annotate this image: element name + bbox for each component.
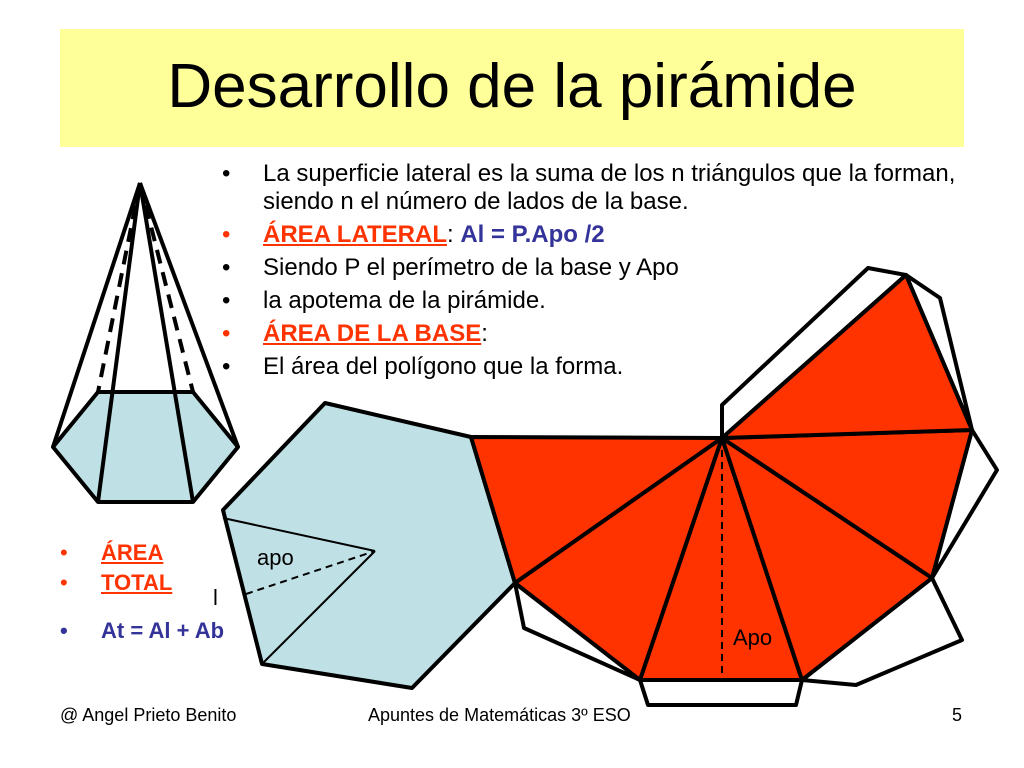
pyramid-base [53,392,238,502]
bullet-polygon-area: • El área del polígono que la forma. [222,353,624,380]
footer-course: Apuntes de Matemáticas 3º ESO [368,705,631,725]
bullet-perimeter: • Siendo P el perímetro de la base y Apo [222,254,679,281]
bullet-lateral-area: • ÁREA LATERAL: Al = P.Apo /2 [222,221,605,248]
total-area-formula: At = Al + Ab [101,618,225,643]
bullet-total-formula: • At = Al + Ab [60,618,225,643]
bullet-total: • TOTAL [60,570,173,595]
pyramid-figure [53,183,238,502]
slide-title: Desarrollo de la pirámide [167,52,857,121]
main-bullets [222,160,962,386]
bullet-area: • ÁREA [60,540,164,565]
lateral-area-label: ÁREA LATERAL [263,221,447,248]
label-base-apothem: apo [257,545,294,570]
bullet-base-area: • ÁREA DE LA BASE: [222,320,488,347]
lateral-area-formula: Al = P.Apo /2 [460,221,605,248]
label-pyramid-apothem: Apo [733,625,773,650]
bullet-apothem: • la apotema de la pirámide. [222,287,546,314]
base-area-label: ÁREA DE LA BASE [263,320,482,347]
footer-page-number: 5 [952,705,963,725]
label-side-length: l [213,585,218,610]
total-area-bullets [60,538,260,646]
bullet-lateral-surface: • La superficie lateral es la suma de los n triángulos que la forman, siendo n el número de lados de la base. [222,160,956,215]
footer-author: @ Angel Prieto Benito [60,705,237,725]
